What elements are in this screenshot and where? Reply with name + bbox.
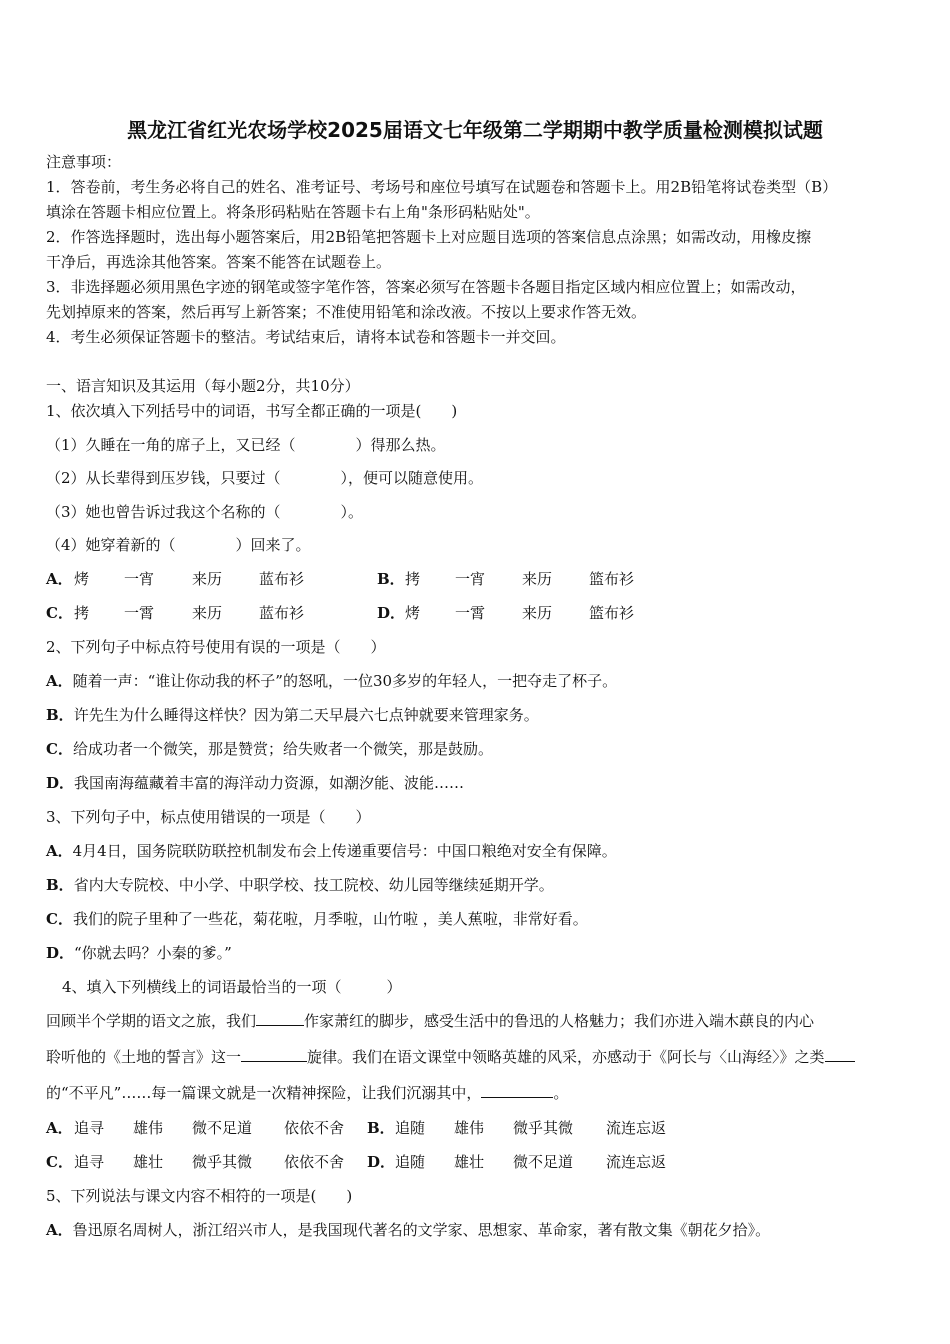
- passage-text: 。: [553, 1084, 569, 1102]
- option-word: 依依不舍: [284, 1119, 345, 1137]
- option-word: 雄壮: [454, 1153, 485, 1171]
- question-5-stem: 5、下列说法与课文内容不相符的一项是( ): [46, 1187, 353, 1205]
- notice-line: 3．非选择题必须用黑色字迹的钢笔或签字笔作答，答案必须写在答题卡各题目指定区域内相应位置上；如需改动，: [46, 278, 806, 296]
- option-word: 追随: [395, 1119, 426, 1137]
- option-word: 雄壮: [133, 1153, 164, 1171]
- option-letter: C．: [46, 1153, 73, 1171]
- option-letter: D．: [367, 1153, 396, 1171]
- option-word: 一霄: [124, 604, 155, 622]
- question-4-passage-line: [46, 1011, 814, 1031]
- option-letter: B．: [46, 706, 74, 724]
- question-3-option-c[interactable]: [46, 909, 588, 929]
- answer-blank[interactable]: [256, 1011, 304, 1026]
- question-2-option-b[interactable]: [46, 705, 539, 725]
- option-word: 来历: [522, 604, 553, 622]
- option-letter: D．: [377, 604, 406, 622]
- option-word: 微乎其微: [192, 1153, 253, 1171]
- notice-line: 填涂在答题卡相应位置上。将条形码粘贴在答题卡右上角"条形码粘贴处"。: [46, 203, 540, 221]
- question-1-item: （3）她也曾告诉过我这个名称的（ ）。: [46, 503, 364, 521]
- passage-text: 作家萧红的脚步，感受生活中的鲁迅的人格魅力；我们亦进入端木蕻良的内心: [304, 1012, 815, 1030]
- option-word: 来历: [522, 570, 553, 588]
- question-1-stem: 1、依次填入下列括号中的词语，书写全都正确的一项是( ): [46, 402, 458, 420]
- question-1-item: （2）从长辈得到压岁钱，只要过（ ），便可以随意使用。: [46, 469, 484, 487]
- option-word: 微乎其微: [513, 1119, 574, 1137]
- option-word: 来历: [192, 604, 223, 622]
- option-text: 随着一声：“谁让你动我的杯子”的怒吼，一位30多岁的年轻人，一把夺走了杯子。: [72, 672, 618, 690]
- option-word: 追寻: [74, 1119, 105, 1137]
- option-word: 追随: [395, 1153, 426, 1171]
- option-letter: C．: [46, 604, 73, 622]
- option-word: 流连忘返: [606, 1119, 667, 1137]
- option-letter: A．: [46, 1221, 73, 1239]
- option-word: 来历: [192, 570, 223, 588]
- answer-blank[interactable]: [481, 1083, 553, 1098]
- notice-line: 4．考生必须保证答题卡的整洁。考试结束后，请将本试卷和答题卡一并交回。: [46, 328, 566, 346]
- option-letter: D．: [46, 944, 75, 962]
- passage-text: 回顾半个学期的语文之旅，我们: [46, 1012, 257, 1030]
- question-2-option-a[interactable]: [46, 671, 617, 691]
- exam-title: 黑龙江省红光农场学校2025届语文七年级第二学期期中教学质量检测模拟试题: [127, 118, 823, 142]
- notice-heading: 注意事项：: [46, 153, 122, 171]
- passage-text: 的“不平凡”……每一篇课文就是一次精神探险，让我们沉溺其中，: [46, 1084, 482, 1102]
- option-word: 篮布衫: [589, 570, 635, 588]
- passage-text: 旋律。我们在语文课堂中领略英雄的风采，亦感动于《阿长与〈山海经〉》之类: [307, 1048, 825, 1066]
- option-word: 蓝布衫: [259, 570, 305, 588]
- notice-line: 2．作答选择题时，选出每小题答案后，用2B铅笔把答题卡上对应题目选项的答案信息点涂黑；如需改动，用橡皮擦: [46, 228, 812, 246]
- option-text: 4月4日，国务院联防联控机制发布会上传递重要信号：中国口粮绝对安全有保障。: [72, 842, 617, 860]
- option-letter: B．: [367, 1119, 395, 1137]
- answer-blank[interactable]: [241, 1047, 307, 1062]
- option-word: 烤: [74, 570, 90, 588]
- option-text: 鲁迅原名周树人，浙江绍兴市人，是我国现代著名的文学家、思想家、革命家，著有散文集《朝花夕拾》。: [72, 1221, 771, 1239]
- option-word: 蓝布衫: [259, 604, 305, 622]
- question-5-option-a[interactable]: [46, 1220, 770, 1240]
- question-2-stem: 2、下列句子中标点符号使用有误的一项是（ ）: [46, 638, 386, 656]
- option-word: 微不足道: [513, 1153, 574, 1171]
- option-word: 微不足道: [192, 1119, 253, 1137]
- option-word: 拷: [74, 604, 90, 622]
- option-word: 一宵: [124, 570, 155, 588]
- option-letter: D．: [46, 774, 75, 792]
- option-word: 篮布衫: [589, 604, 635, 622]
- question-1-item: （1）久睡在一角的席子上，又已经（ ）得那么热。: [46, 436, 446, 454]
- option-letter: B．: [46, 876, 74, 894]
- option-text: 我们的院子里种了一些花，菊花啦，月季啦，山竹啦 ，美人蕉啦，非常好看。: [72, 910, 588, 928]
- section-heading: 一、语言知识及其运用（每小题2分，共10分）: [46, 377, 360, 395]
- option-letter: A．: [46, 672, 73, 690]
- question-3-option-a[interactable]: [46, 841, 617, 861]
- option-letter: C．: [46, 910, 73, 928]
- notice-line: 干净后，再选涂其他答案。答案不能答在试题卷上。: [46, 253, 392, 271]
- option-word: 流连忘返: [606, 1153, 667, 1171]
- option-word: 拷: [405, 570, 421, 588]
- option-word: 一宵: [455, 570, 486, 588]
- option-text: 省内大专院校、中小学、中职学校、技工院校、幼儿园等继续延期开学。: [73, 876, 554, 894]
- option-letter: C．: [46, 740, 73, 758]
- notice-line: 1．答卷前，考生务必将自己的姓名、准考证号、考场号和座位号填写在试题卷和答题卡上。用2B铅笔将试卷类型（B）: [46, 178, 838, 196]
- question-1-item: （4）她穿着新的（ ）回来了。: [46, 536, 311, 554]
- option-letter: A．: [46, 842, 73, 860]
- option-word: 烤: [405, 604, 421, 622]
- question-2-option-d[interactable]: [46, 773, 464, 793]
- option-text: 许先生为什么睡得这样快？因为第二天早晨六七点钟就要来管理家务。: [73, 706, 539, 724]
- option-word: 雄伟: [133, 1119, 164, 1137]
- option-text: 给成功者一个微笑，那是赞赏；给失败者一个微笑，那是鼓励。: [72, 740, 493, 758]
- question-2-option-c[interactable]: [46, 739, 493, 759]
- option-letter: B．: [377, 570, 405, 588]
- option-word: 一霄: [455, 604, 486, 622]
- question-4-stem: 4、填入下列横线上的词语最恰当的一项（ ）: [62, 978, 402, 996]
- question-4-passage-line: [46, 1047, 855, 1067]
- option-word: 依依不舍: [284, 1153, 345, 1171]
- passage-text: 聆听他的《土地的誓言》这一: [46, 1048, 242, 1066]
- question-3-stem: 3、下列句子中，标点使用错误的一项是（ ）: [46, 808, 371, 826]
- question-4-passage-line: [46, 1083, 568, 1103]
- answer-blank[interactable]: [825, 1047, 855, 1062]
- option-letter: A．: [46, 1119, 73, 1137]
- option-text: 我国南海蕴藏着丰富的海洋动力资源，如潮汐能、波能……: [74, 774, 465, 792]
- option-text: “你就去吗？小秦的爹。”: [74, 944, 232, 962]
- option-word: 追寻: [74, 1153, 105, 1171]
- option-letter: A．: [46, 570, 73, 588]
- notice-line: 先划掉原来的答案，然后再写上新答案；不准使用铅笔和涂改液。不按以上要求作答无效。: [46, 303, 647, 321]
- question-3-option-d[interactable]: [46, 943, 232, 963]
- option-word: 雄伟: [454, 1119, 485, 1137]
- question-3-option-b[interactable]: [46, 875, 554, 895]
